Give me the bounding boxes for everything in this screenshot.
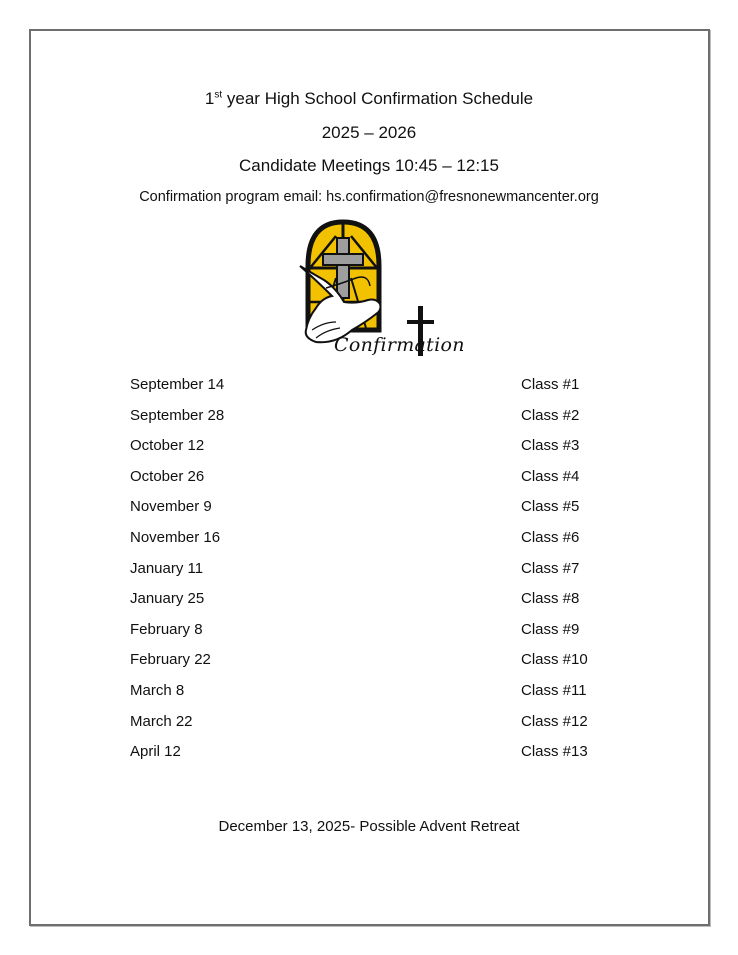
schedule-class: Class #5 bbox=[521, 498, 580, 516]
schedule-row bbox=[130, 590, 600, 621]
advent-retreat-note: December 13, 2025- Possible Advent Retreat bbox=[218, 818, 520, 835]
schedule-date: September 28 bbox=[130, 406, 225, 424]
schedule-date: January 11 bbox=[130, 559, 204, 577]
schedule-class: Class #9 bbox=[521, 620, 580, 638]
title-ordinal-suffix: st bbox=[214, 89, 223, 101]
schedule-date: February 8 bbox=[130, 620, 203, 638]
schedule-date: November 9 bbox=[130, 498, 212, 516]
schedule-class: Class #6 bbox=[521, 528, 580, 546]
schedule-class: Class #11 bbox=[521, 681, 587, 699]
page-title bbox=[0, 89, 738, 109]
schedule-date: October 26 bbox=[130, 467, 205, 485]
schedule-date: September 14 bbox=[130, 376, 225, 393]
schedule-class: Class #1 bbox=[521, 376, 580, 393]
schedule-class: Class #13 bbox=[521, 743, 588, 761]
schedule-date: November 16 bbox=[130, 528, 221, 546]
schedule-date: October 12 bbox=[130, 437, 205, 455]
logo-wordmark: Confirmation bbox=[334, 334, 465, 356]
schedule-date: April 12 bbox=[130, 743, 181, 761]
schedule-class: Class #12 bbox=[521, 712, 588, 730]
schedule-class: Class #4 bbox=[521, 467, 580, 485]
schedule-date: February 22 bbox=[130, 651, 211, 669]
schedule-row bbox=[130, 468, 600, 499]
class-schedule bbox=[130, 376, 600, 774]
schedule-row bbox=[130, 682, 600, 713]
confirmation-logo bbox=[296, 218, 465, 366]
schedule-row bbox=[130, 651, 600, 682]
schedule-class: Class #3 bbox=[521, 437, 580, 455]
schedule-class: Class #10 bbox=[521, 651, 588, 669]
schedule-row bbox=[130, 560, 600, 591]
schedule-row bbox=[130, 498, 600, 529]
email-line: Confirmation program email: hs.confirmation@fresnonewmancenter.org bbox=[139, 189, 599, 205]
schedule-date: March 22 bbox=[130, 712, 193, 730]
schedule-row bbox=[130, 437, 600, 468]
schedule-date: January 25 bbox=[130, 590, 205, 608]
schedule-row bbox=[130, 407, 600, 438]
schedule-row bbox=[130, 621, 600, 652]
title-text: year High School Confirmation Schedule bbox=[222, 89, 534, 108]
schedule-row bbox=[130, 529, 600, 560]
meeting-times: Candidate Meetings 10:45 – 12:15 bbox=[239, 156, 499, 175]
title-ordinal: 1 bbox=[204, 89, 215, 108]
schedule-row bbox=[130, 713, 600, 744]
schedule-row bbox=[130, 376, 600, 407]
year-range: 2025 – 2026 bbox=[321, 123, 417, 142]
schedule-class: Class #8 bbox=[521, 590, 580, 608]
schedule-class: Class #2 bbox=[521, 406, 580, 424]
schedule-class: Class #7 bbox=[521, 559, 580, 577]
schedule-date: March 8 bbox=[130, 681, 185, 699]
schedule-row bbox=[130, 743, 600, 774]
